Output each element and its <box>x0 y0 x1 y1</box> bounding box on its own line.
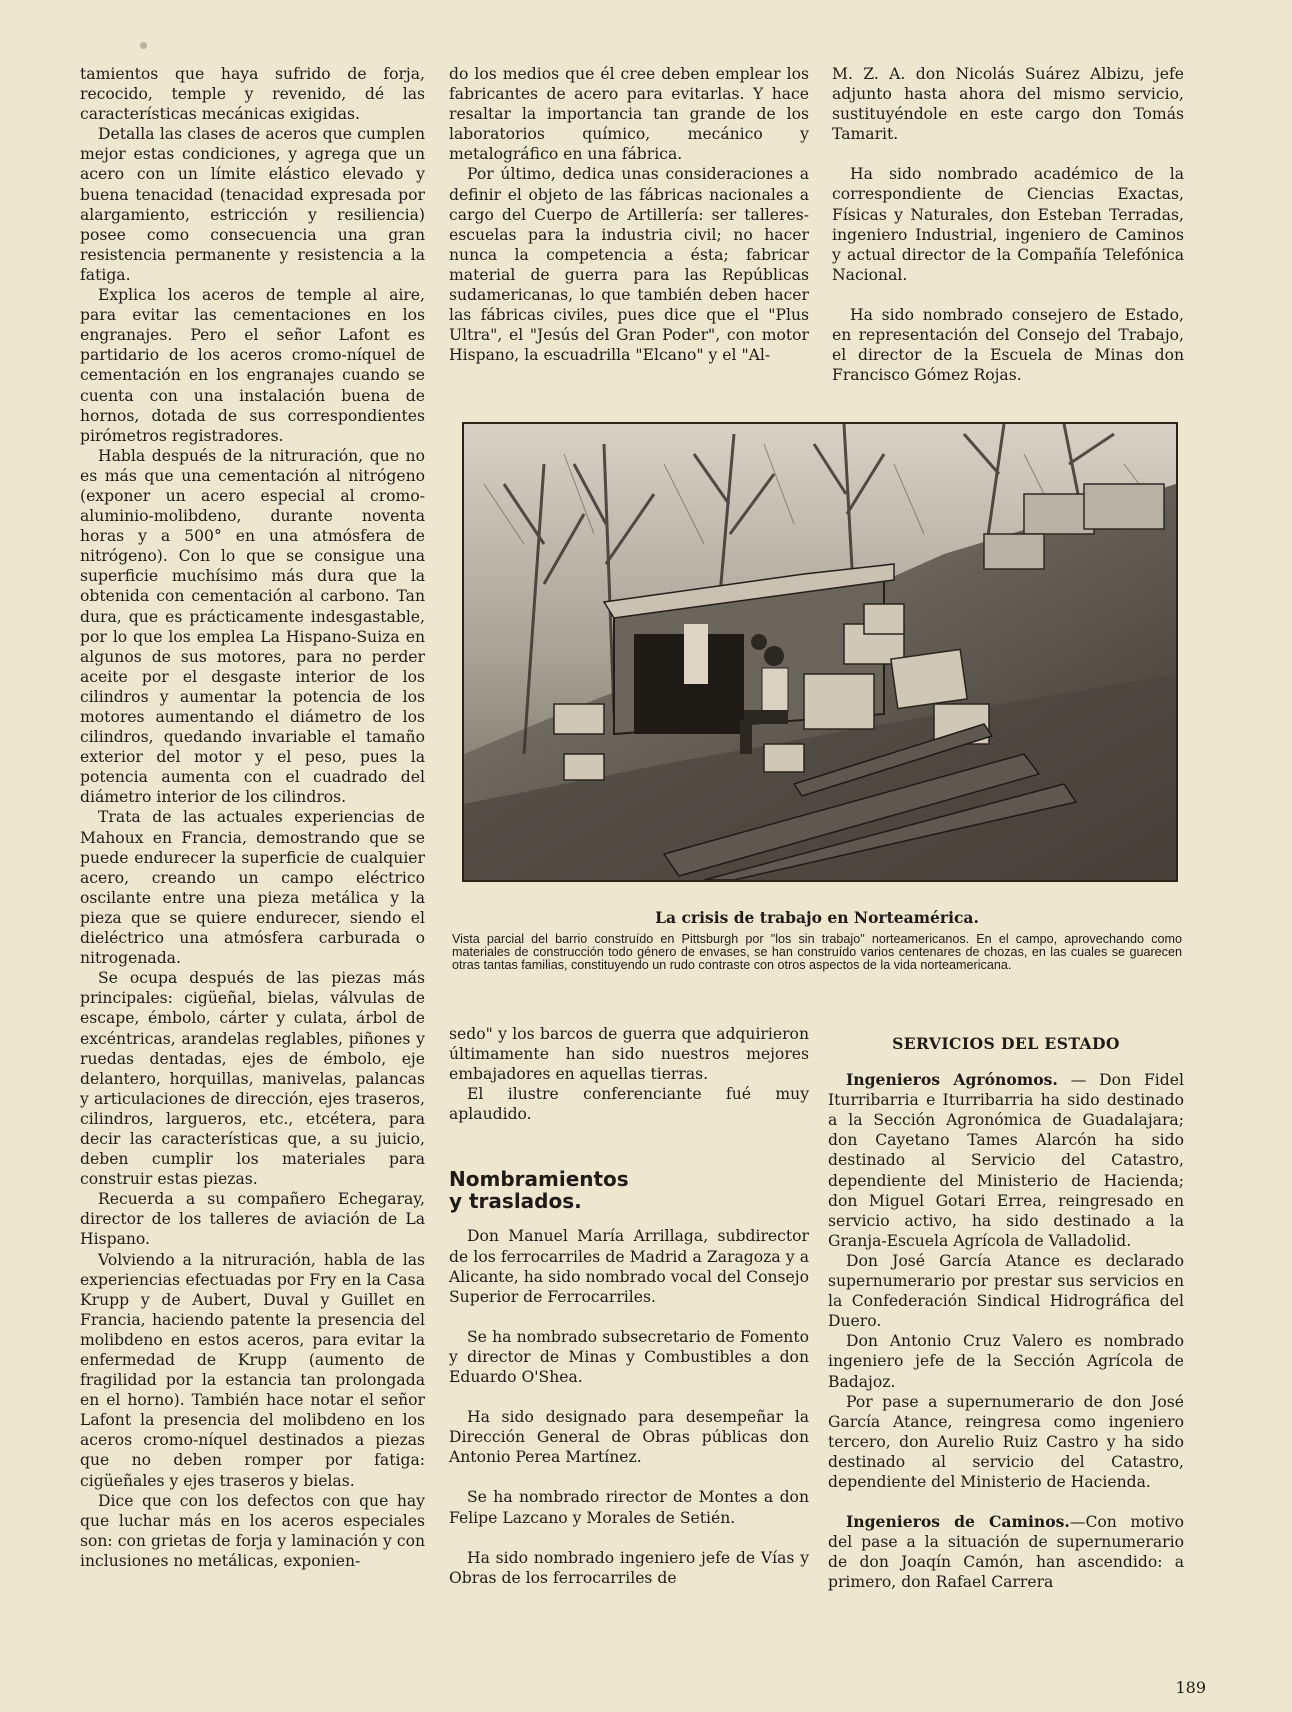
paragraph: Volviendo a la nitruración, habla de las experiencias efectuadas por Fry en la Casa Krupp y de Aubert, Duval y Guillet en Francia, haciendo patente la presencia del molibdeno en estos aceros, para evitar la enfermedad de Krupp (aumento de fragilidad por la estancia tan prolongada en el horno). También hace notar el señor Lafont la presencia del molibdeno en los aceros cromo-níquel destinados a piezas que no deben romper por fatiga: cigüeñales y ejes traseros y bielas. <box>80 1250 425 1490</box>
paragraph: Habla después de la nitruración, que no es más que una cementación al nitrógeno (exponer un acero especial al cromo-aluminio-molibdeno, durante noventa horas y a 500° en una atmósfera de nitrógeno). Con lo que se consigue una superficie muchísimo más dura que la obtenida con cementación al carbono. Tan dura, que es prácticamente indesgastable, por lo que los emplea La Hispano-Suiza en algunos de sus motores, para no perder aceite por el desgaste interior de los cilindros y aumentar la potencia de los motores aumentando el diámetro de los cilindros, quedando invariable el tamaño exterior del motor y el peso, pues la potencia aumenta con el cuadrado del diámetro interior de los cilindros. <box>80 446 425 807</box>
paragraph: Don Antonio Cruz Valero es nombrado ingeniero jefe de la Sección Agrícola de Badajoz. <box>828 1332 1184 1391</box>
middle-column-bottom <box>449 1024 809 1588</box>
paragraph <box>828 1070 1184 1251</box>
printing-speck <box>140 42 147 49</box>
paragraph: tamientos que haya sufrido de forja, recocido, temple y revenido, dé las características mecánicas exigidas. <box>80 65 425 124</box>
right-column-top <box>832 64 1184 385</box>
paragraph: M. Z. A. don Nicolás Suárez Albizu, jefe adjunto hasta ahora del mismo servicio, sustituyéndole en este cargo don Tomás Tamarit. <box>832 65 1184 144</box>
photo-caption-body: Vista parcial del barrio construído en Pittsburgh por "los sin trabajo" norteamericanos. En el campo, aprovechando como materiales de construcción todo género de envases, se han construído varios centenares de chozas, en las cuales se guarecen otras tantas familias, constituyendo un rudo contraste con otros aspectos de la vida norteamericana. <box>452 932 1182 972</box>
run-in-heading: Ingenieros de Caminos. <box>846 1512 1070 1532</box>
photo-caption-title: La crisis de trabajo en Norteamérica. <box>655 908 979 927</box>
paragraph: Recuerda a su compañero Echegaray, director de los talleres de aviación de La Hispano. <box>80 1190 425 1249</box>
paragraph: Trata de las actuales experiencias de Mahoux en Francia, demostrando que se puede endurecer la superficie de cualquier acero, creando un campo eléctrico oscilante entre una pieza metálica y la pieza que se quiere endurecer, siendo el dieléctrico una atmósfera carburada o nitrogenada. <box>80 808 425 968</box>
section-heading-servicios: SERVICIOS DEL ESTADO <box>892 1034 1120 1053</box>
heading-line: y traslados. <box>449 1189 582 1214</box>
left-column <box>80 64 425 1571</box>
paragraph: Se ocupa después de las piezas más principales: cigüeñal, bielas, válvulas de escape, émbolo, cárter y culata, árbol de excéntricas, arandelas reglables, piñones y ruedas dentadas, ejes de émbolo, eje delantero, horquillas, manivelas, palancas y articulaciones de dirección, ejes traseros, cilindros, largueros, etc., etcétera, para decir las características que, a su juicio, deben cumplir los materiales para construir estas piezas. <box>80 969 425 1189</box>
paragraph: Por pase a supernumerario de don José García Atance, reingresa como ingeniero tercero, don Aurelio Ruiz Castro y ha sido destinado al servicio del Catastro, dependiente del Ministerio de Hacienda. <box>828 1392 1184 1491</box>
paragraph: El ilustre conferenciante fué muy aplaudido. <box>449 1085 809 1124</box>
paragraph: Se ha nombrado rirector de Montes a don Felipe Lazcano y Morales de Setién. <box>449 1488 809 1527</box>
paragraph: Ha sido nombrado consejero de Estado, en representación del Consejo del Trabajo, el director de la Escuela de Minas don Francisco Gómez Rojas. <box>832 305 1184 385</box>
paragraph: Ha sido nombrado académico de la correspondiente de Ciencias Exactas, Físicas y Naturales, don Esteban Terradas, ingeniero Industrial, ingeniero de Caminos y actual director de la Compañía Telefónica Nacional. <box>832 165 1184 284</box>
paragraph: sedo" y los barcos de guerra que adquirieron últimamente han sido nuestros mejores embajadores en aquellas tierras. <box>449 1025 809 1084</box>
news-photograph <box>462 422 1178 882</box>
page-number: 189 <box>1175 1678 1206 1697</box>
paragraph <box>828 1512 1184 1592</box>
paragraph: Don Manuel María Arrillaga, subdirector de los ferrocarriles de Madrid a Zaragoza y a Alicante, ha sido nombrado vocal del Consejo Superior de Ferrocarriles. <box>449 1227 809 1306</box>
paragraph: Por último, dedica unas consideraciones a definir el objeto de las fábricas nacionales a cargo del Cuerpo de Artillería: ser talleres-escuelas para la industria civil; no hacer nunca la competencia a ésta; fabricar material de guerra para las Repúblicas sudamericanas, lo que también deben hacer las fábricas civiles, pues dice que el "Plus Ultra", el "Jesús del Gran Poder", con motor Hispano, la escuadrilla "Elcano" y el "Al- <box>449 165 809 365</box>
right-column-bottom <box>828 1024 1184 1592</box>
paragraph: Explica los aceros de temple al aire, para evitar las cementaciones en los engranajes. Pero el señor Lafont es partidario de los aceros cromo-níquel de cementación en los engranajes cuando se cuenta con una instalación buena de hornos, dotada de sus correspondientes pirómetros registradores. <box>80 286 425 445</box>
paragraph: Don José García Atance es declarado supernumerario por prestar sus servicios en la Confederación Sindical Hidrográfica del Duero. <box>828 1251 1184 1331</box>
shantytown-photo-illustration <box>464 424 1176 880</box>
paragraph: Dice que con los defectos con que hay que luchar más en los aceros especiales son: con grietas de forja y laminación y con inclusiones no metálicas, exponien- <box>80 1491 425 1570</box>
paragraph: Ha sido designado para desempeñar la Dirección General de Obras públicas don Antonio Perea Martínez. <box>449 1408 809 1467</box>
run-in-heading: Ingenieros Agrónomos. <box>846 1070 1058 1090</box>
paragraph: Detalla las clases de aceros que cumplen mejor estas condiciones, y agrega que un acero con un límite elástico elevado y buena tenacidad (tenacidad expresada por alargamiento, estricción y resiliencia) posee como consecuencia una gran resistencia permanente y resistencia a la fatiga. <box>80 125 425 284</box>
heading-line: Nombramientos <box>449 1167 629 1192</box>
middle-column-top <box>449 64 809 365</box>
paragraph: Se ha nombrado subsecretario de Fomento y director de Minas y Combustibles a don Eduardo O'Shea. <box>449 1327 809 1387</box>
paragraph: Ha sido nombrado ingeniero jefe de Vías y Obras de los ferrocarriles de <box>449 1548 809 1587</box>
paragraph: do los medios que él cree deben emplear los fabricantes de acero para evitarlas. Y hace resaltar la importancia tan grande de los laboratorios químico, mecánico y metalográfico en una fábrica. <box>449 65 809 164</box>
paragraph-text: — Don Fidel Iturribarria e Iturribarria ha sido destinado a la Sección Agronómica de Guadalajara; don Cayetano Tames Alarcón ha sido destinado al Servicio del Catastro, dependiente del Ministerio de Hacienda; don Miguel Gotari Errea, reingresado en servicio activo, ha sido destinado a la Granja-Escuela Agrícola de Valladolid. <box>828 1071 1184 1250</box>
section-heading-nombramientos <box>449 1168 809 1212</box>
paragraph-text: —Con motivo del pase a la situación de supernumerario de don Joaqín Camón, han ascendido: a primero, don Rafael Carrera <box>828 1513 1184 1592</box>
